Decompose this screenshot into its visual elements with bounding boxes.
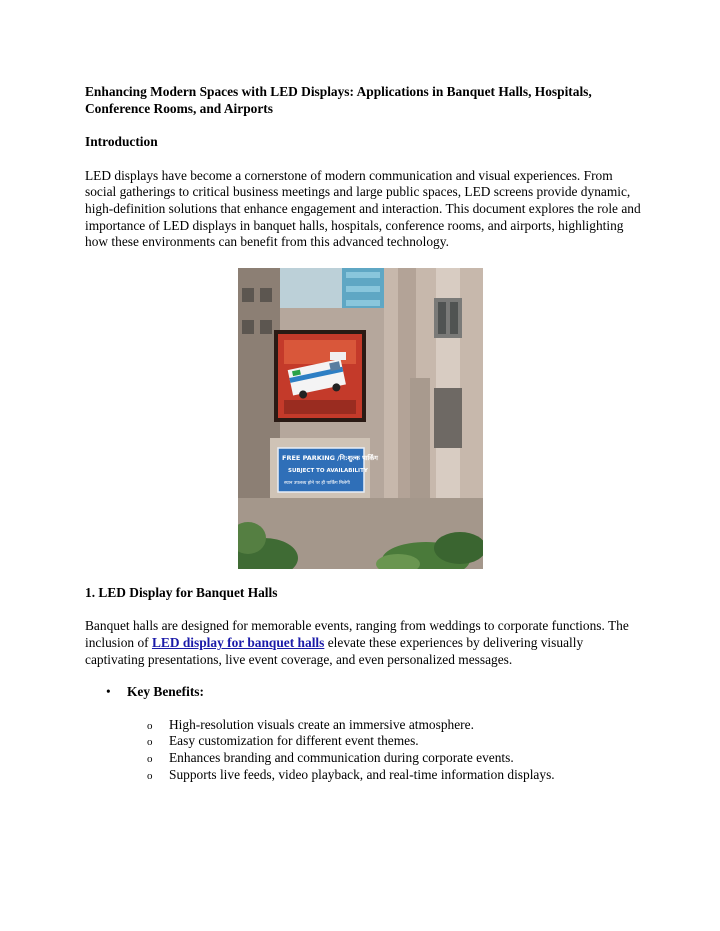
intro-heading: Introduction	[85, 134, 158, 150]
circle-bullet: o	[147, 719, 153, 732]
led-display-banquet-halls-link[interactable]: LED display for banquet halls	[151, 634, 325, 650]
benefit-text: High-resolution visuals create an immersive atmosphere.	[169, 716, 474, 732]
led-display-photo	[238, 268, 483, 569]
benefit-text: Supports live feeds, video playback, and real-time information displays.	[169, 766, 555, 782]
section1-heading: 1. LED Display for Banquet Halls	[85, 584, 278, 600]
circle-bullet: o	[147, 736, 153, 749]
sign-text-line1: FREE PARKING /नि:शुल्क पार्किंग	[282, 453, 378, 462]
section1-paragraph	[85, 618, 645, 668]
key-benefits-label: Key Benefits:	[127, 684, 204, 700]
benefits-sublist	[127, 717, 645, 783]
document-title: Enhancing Modern Spaces with LED Displays: Applications in Banquet Halls, Hospitals, Conference Rooms, and Airports	[85, 84, 592, 116]
section1-text-before-link: Banquet halls are designed for memorable events, ranging from weddings to corporate functions. The inclusion of	[85, 618, 629, 650]
key-benefits-list	[85, 684, 645, 783]
benefit-item	[127, 733, 645, 750]
circle-bullet: o	[147, 752, 153, 765]
bullet-dot: •	[106, 684, 111, 700]
sign-text-line2: SUBJECT TO AVAILABILITY	[288, 467, 368, 474]
sign-text-line3: स्थान उपलब्ध होने पर ही पार्किंग मिलेगी	[284, 480, 350, 486]
benefit-text: Easy customization for different event themes.	[169, 733, 419, 749]
benefit-text: Enhances branding and communication during corporate events.	[169, 749, 514, 765]
intro-paragraph: LED displays have become a cornerstone of modern communication and visual experiences. From social gatherings to critical business meetings and large public spaces, LED screens provide dynamic, high-definition solutions that enhance engagement and interaction. This document explores the role and importance of LED displays in banquet halls, hospitals, conference rooms, and airports, highlighting how these environments can benefit from this advanced technology.	[85, 167, 641, 250]
benefit-item	[127, 767, 645, 784]
key-benefits-item	[85, 684, 645, 783]
benefit-item	[127, 750, 645, 767]
document-page	[85, 84, 645, 796]
circle-bullet: o	[147, 769, 153, 782]
section1-text-after-link: elevate these experiences by delivering visually captivating presentations, live event coverage, and even personalized messages.	[85, 634, 584, 667]
benefit-item	[127, 717, 645, 734]
